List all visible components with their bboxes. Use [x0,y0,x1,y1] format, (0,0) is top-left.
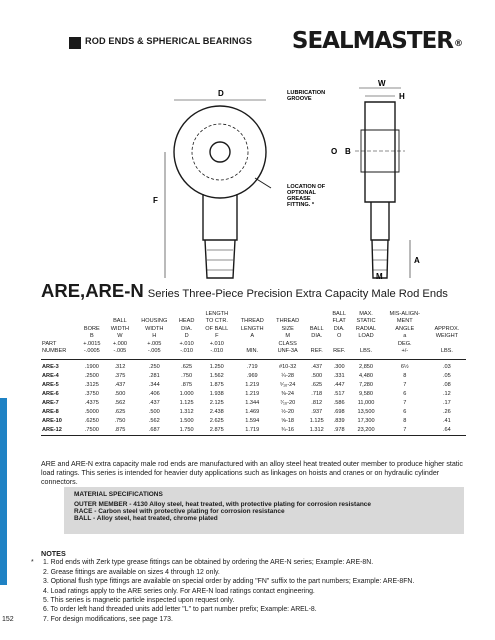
table-cell: 8 [403,372,407,379]
column-header-line: +/- [401,348,409,355]
part-number-cell: ARE-7 [42,399,59,406]
column-header-line: DIA. [181,325,193,332]
table-cell: .839 [333,417,345,424]
table-cell: 1.250 [209,363,224,370]
table-cell: .08 [443,381,451,388]
label-a: A [414,256,420,265]
label-loc4: FITTING. * [287,202,315,208]
table-cell: ⅝-18 [281,417,295,424]
table-cell: .500 [148,408,160,415]
column-header-line: HEAD [178,318,195,325]
column-header-line: WIDTH [145,325,164,332]
column-header-line: BORE [83,325,100,332]
table-cell: 2.438 [209,408,224,415]
table-cell: .26 [443,408,451,415]
column-header-line: HOUSING [141,318,168,325]
note-text: 7. For design modifications, see page 173. [43,615,173,623]
material-ball: BALL - Alloy steel, heat treated, chrome plated [74,515,218,523]
column-header-line: BALL [113,318,127,325]
table-cell: .750 [114,417,126,424]
column-header-line: PART [42,340,57,347]
column-header-line: LBS. [440,348,453,355]
material-outer: OUTER MEMBER - 4130 Alloy steel, heat treated, with protective plating for corrosion resistance [74,500,372,508]
table-cell: 1.750 [174,426,199,436]
description-text: ARE and ARE-N extra capacity male rod ends are manufactured with an alloy steel heat treated outer member to produce higher static load ratings. This series is intended for heavier duty applications such as linkages on hoists and cranes or on hydraulic cylinder connectors. [41,460,463,487]
table-cell: .41 [443,417,451,424]
column-header-line [42,311,77,318]
table-cell: .2500 [84,372,99,379]
table-row [41,426,466,436]
registered-mark: ® [454,39,462,49]
table-cell: 1.219 [245,390,260,397]
column-header-line [42,318,77,325]
column-header-line: FLAT [332,318,346,325]
part-number-cell: ARE-6 [42,390,59,397]
table-cell: .437 [311,363,323,370]
part-number-cell: ARE-5 [42,381,59,388]
table-cell: 17,300 [357,417,375,424]
side-view-shank [371,202,389,240]
table-cell: ½-20 [281,408,295,415]
column-header-line: +.005 [147,340,162,347]
part-number-cell: ARE-8 [42,408,59,415]
table-cell: .331 [333,372,345,379]
table-cell: .719 [246,363,258,370]
table-cell: .64 [428,426,466,436]
column-header-line: THREAD [276,318,300,325]
note-text: 2. Grease fittings are available on sizes 4 through 12 only. [43,568,220,576]
series-subtitle: Series Three-Piece Precision Extra Capacity Male Rod Ends [147,288,448,300]
table-cell: .437 [114,381,126,388]
table-cell: #10-32 [278,363,297,370]
table-cell: .406 [148,390,160,397]
column-header [174,301,199,359]
table-cell: .03 [443,363,451,370]
column-header-line: MIN. [246,348,259,355]
column-header-line: WEIGHT [435,333,459,340]
table-cell: .937 [311,408,323,415]
table-cell: .718 [311,390,323,397]
note-item [31,605,471,614]
table-cell: 1.562 [209,372,224,379]
column-header-line: -.010 [180,348,193,355]
column-header-line [236,311,269,318]
table-cell: 9,580 [359,390,374,397]
column-header-line: SIZE [281,325,294,332]
column-header-line [329,341,349,348]
table-cell: .17 [443,399,451,406]
column-header [78,301,105,359]
column-header-line: WIDTH [110,325,130,332]
notes-section [31,549,471,624]
table-cell: 7 [382,426,428,436]
table-cell: 7 [403,399,407,406]
table-cell: 13,500 [357,408,375,415]
column-header-line [236,341,269,348]
table-cell: 1.469 [245,408,260,415]
label-d: D [218,89,224,98]
part-number-cell: ARE-3 [42,363,59,370]
column-header-line: LENGTH [240,325,264,332]
table-cell: 7 [403,381,407,388]
column-header-line: MAX. [359,311,373,318]
column-header-line: APPROX. [434,325,460,332]
note-text: 4. Load ratings apply to the ARE series only. For ARE-N load ratings contact engineering. [43,587,315,595]
rod-end-drawing [65,80,465,280]
column-header-line [175,311,198,318]
column-header-line: DIA. [311,333,323,340]
column-header-line [42,333,77,340]
table-cell: .4375 [84,399,99,406]
table-cell: 1.719 [235,426,270,436]
column-header-line: LENGTH [205,311,229,318]
table-cell: 1.594 [245,417,260,424]
bore-outline [210,142,230,162]
table-cell: .3750 [84,390,99,397]
part-number-cell: ARE-12 [41,426,78,436]
table-cell: 2,850 [359,363,374,370]
note-text: 5. This series is magnetic particle inspected upon request only. [43,597,235,605]
ball-outline [192,124,248,180]
side-view-head [365,102,395,202]
table-row [41,408,466,417]
column-header-line: B [89,333,94,340]
column-header-line: REF. [310,348,323,355]
table-cell: 1.875 [209,381,224,388]
table-cell: 1.000 [179,390,194,397]
material-title: MATERIAL SPECIFICATIONS [74,491,163,498]
note-star: * [31,559,34,567]
table-cell: .562 [114,399,126,406]
column-header-line: TO CTR. [205,318,228,325]
column-header-line: THREAD [240,318,264,325]
table-cell: .447 [333,381,345,388]
table-cell: 6 [403,390,407,397]
column-header-line: CLASS [278,340,297,347]
table-cell: 1.312 [179,408,194,415]
note-item [31,558,471,567]
column-header-line: O [337,333,342,340]
thread-outline [205,240,235,278]
note-item [31,568,471,577]
column-header-line [306,318,327,325]
table-cell: .812 [311,399,323,406]
label-groove: GROOVE [287,96,312,102]
column-header-line: DIA. [333,325,345,332]
column-header-line: -.010 [210,348,224,355]
side-thread-lines [373,250,387,270]
column-header [41,301,78,359]
column-header-line: -.005 [147,348,161,355]
table-cell: .875 [181,381,193,388]
column-header-line: F [215,333,219,340]
header-title: ROD ENDS & SPHERICAL BEARINGS [85,36,253,46]
column-header-line: BALL [309,325,324,332]
table-cell: 1.312 [305,426,328,436]
table-cell: 1.219 [245,381,260,388]
table-cell: .500 [311,372,323,379]
column-header-line: D [184,333,189,340]
column-header-line: OF BALL [205,325,229,332]
grease-fitting [255,178,271,188]
note-item [31,587,471,596]
shank-outline [203,194,237,240]
label-loc1: LOCATION OF [287,184,326,190]
column-header-line: W [117,333,123,340]
column-header-line: -.0005 [83,348,100,355]
column-header [270,301,305,359]
column-header-line: LBS. [359,348,373,355]
table-cell: .3125 [84,381,99,388]
table-cell: .437 [148,399,160,406]
column-header-line: STATIC [356,318,376,325]
table-cell: .969 [246,372,258,379]
table-cell: 1.938 [209,390,224,397]
table-cell: 6½ [400,363,409,370]
table-header-row [41,301,466,359]
column-header [235,301,270,359]
column-header [134,301,174,359]
column-header [350,301,381,359]
notes-list [31,558,471,624]
column-header-line [429,318,465,325]
side-tab-marker [0,398,7,585]
table-cell: 1.125 [179,399,194,406]
table-cell: ¾-16 [270,426,305,436]
table-cell: .500 [114,390,126,397]
table-cell: 2.625 [209,417,224,424]
column-header-line: +.010 [179,340,194,347]
table-cell: 1.344 [245,399,260,406]
table-cell: .517 [333,390,345,397]
table-cell: 6 [403,408,407,415]
table-cell: .978 [328,426,350,436]
table-row [41,372,466,381]
table-row [41,417,466,426]
table-cell: ⁵⁄₁₆-24 [279,381,296,388]
header-square-bullet [69,37,81,49]
table-cell: 1.500 [179,417,194,424]
column-header [305,301,328,359]
table-cell: 23,200 [350,426,381,436]
material-specifications-box [64,487,464,534]
column-header-line: +.0015 [83,340,101,347]
column-header-line [135,311,173,318]
column-header-line [107,311,134,318]
column-header-line: NUMBER [42,348,67,355]
column-header-line: H [152,333,157,340]
label-o: O [331,147,338,156]
logo-text: SEALMASTER [291,28,453,54]
page-number: 152 [2,616,14,623]
table-cell: .625 [114,408,126,415]
notes-title: NOTES [41,549,66,558]
column-header-line [429,341,465,348]
table-cell: .586 [333,399,345,406]
column-header-line: RADIAL [355,325,377,332]
table-cell: .300 [333,363,345,370]
label-b: B [345,147,351,156]
table-row [41,390,466,399]
table-cell: .625 [311,381,323,388]
part-number-cell: ARE-4 [42,372,59,379]
note-text: 6. To order left hand threaded units add letter "L" to part number prefix; Example: AREL-8. [43,606,317,614]
column-header-line: BALL [332,311,347,318]
column-header-line: M [285,333,290,340]
note-item [31,577,471,586]
column-header-line: MIS-ALIGN- [389,311,421,318]
table-cell: ¼-28 [281,372,295,379]
table-body [41,359,466,435]
table-cell: .6250 [84,417,99,424]
column-header [106,301,135,359]
label-w: W [378,80,386,88]
table-cell: 1.125 [309,417,324,424]
column-header-line: +.000 [112,340,127,347]
column-header [428,301,466,359]
label-m: M [376,272,383,280]
column-header-line [79,311,104,318]
table-cell: .05 [443,372,451,379]
column-header [382,301,428,359]
series-name: ARE,ARE-N [41,280,144,301]
table-cell: .375 [114,372,126,379]
table-cell: 11,000 [357,399,375,406]
column-header-line [306,311,327,318]
column-header-line: DEG. [397,340,412,347]
table-cell: 2.125 [209,399,224,406]
column-header [328,301,350,359]
table-cell: ⁷⁄₁₆-20 [280,399,296,406]
table-cell: .250 [148,363,160,370]
column-header [199,301,234,359]
column-header-line: ANGLE [395,325,415,332]
table-cell: .12 [443,390,451,397]
table-cell: .687 [134,426,174,436]
column-header-line: LOAD [358,333,374,340]
table-cell: .562 [148,417,160,424]
label-lube: LUBRICATION [287,90,326,96]
material-race: RACE - Carbon steel with protective plating for corrosion resistance [74,507,285,515]
table-cell: .698 [333,408,345,415]
table-cell: 2.875 [199,426,234,436]
column-header-line [351,341,380,348]
column-header-line [429,311,465,318]
section-title [41,280,448,302]
label-f: F [153,196,158,205]
specifications-table [41,301,466,436]
column-header-line [79,318,104,325]
table-row [41,399,466,408]
table-cell: .344 [148,381,160,388]
label-h: H [399,92,405,101]
table-cell: .625 [181,363,193,370]
column-header-line: -.005 [113,348,127,355]
note-text: 1. Rod ends with Zerk type grease fittings can be obtained by ordering the ARE-N series; Example: ARE-8N. [43,559,374,567]
table-cell: .312 [114,363,126,370]
table-row [41,359,466,372]
table-cell: 8 [403,417,407,424]
table-cell: .5000 [84,408,99,415]
page-header [69,28,462,56]
table-cell: ⅜-24 [281,390,295,397]
table-cell: .7500 [78,426,105,436]
note-item [31,615,471,624]
sealmaster-logo [292,28,462,54]
table-cell: .875 [106,426,135,436]
table-cell: .750 [181,372,193,379]
table-cell: .1900 [84,363,99,370]
part-number-cell: ARE-10 [42,417,62,424]
label-loc3: GREASE [287,196,311,202]
column-header-line: +.010 [209,340,224,347]
head-outline [174,106,266,198]
column-header-line [42,326,77,333]
label-loc2: OPTIONAL [287,190,316,196]
note-item [31,596,471,605]
column-header-line: MENT [396,318,413,325]
table-cell: 4,480 [359,372,374,379]
column-header-line [271,311,304,318]
column-header-line [306,341,327,348]
note-text: 3. Optional flush type fittings are available on special order by adding "FN" suffix to the part numbers; Example: ARE-8FN. [43,578,415,586]
column-header-line: REF. [333,348,346,355]
column-header-line: A [250,333,255,340]
thread-lines [207,250,233,270]
column-header-line: a [403,333,407,340]
column-header-line: UNF-3A [277,348,298,355]
table-cell: .281 [148,372,160,379]
table-row [41,381,466,390]
table-cell: 7,280 [359,381,374,388]
